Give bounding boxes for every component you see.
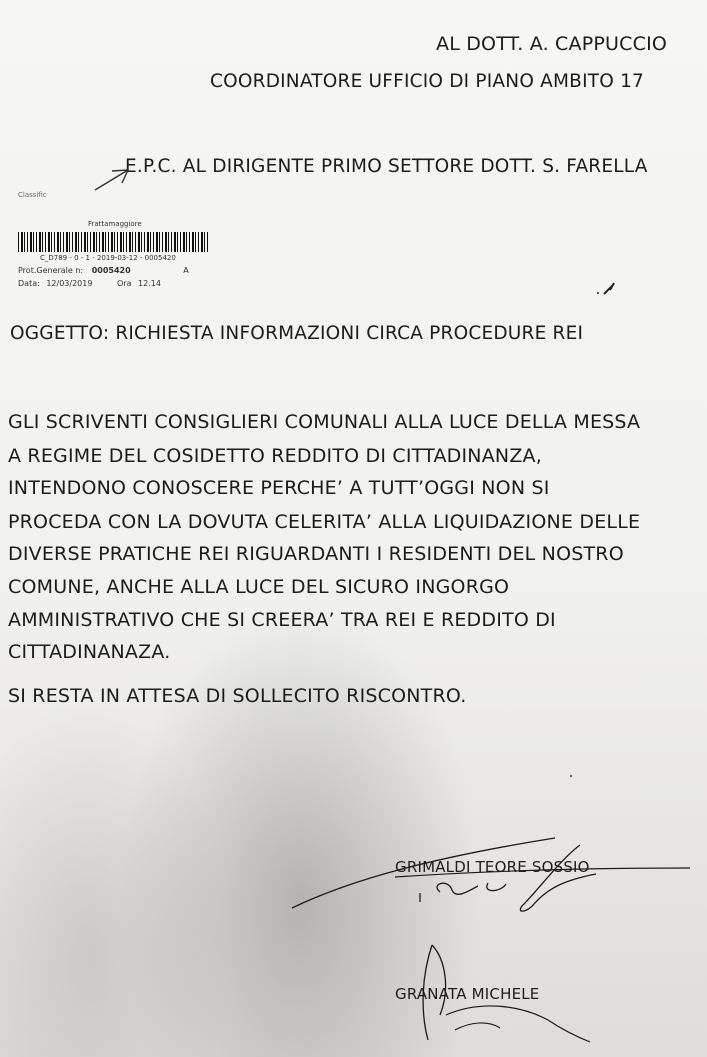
signature-name-grimaldi: GRIMALDI TEORE SOSSIO [395, 858, 590, 876]
stamp-office: Frattamaggiore [88, 220, 142, 228]
body-line: INTENDONO CONOSCERE PERCHE’ A TUTT’OGGI NON SI [8, 477, 550, 499]
body-line: CITTADINANAZA. [8, 641, 171, 663]
body-line: GLI SCRIVENTI CONSIGLIERI COMUNALI ALLA LUCE DELLA MESSA [8, 411, 641, 433]
stamp-code: C_D789 - 0 - 1 - 2019-03-12 - 0005420 [40, 254, 176, 262]
stamp-prot-label: Prot.Generale n: [18, 266, 84, 275]
stamp-prot-number: 0005420 [91, 266, 131, 275]
recipient-line: AL DOTT. A. CAPPUCCIO [436, 33, 668, 55]
body-line: AMMINISTRATIVO CHE SI CREERA’ TRA REI E REDDITO DI [8, 609, 556, 631]
cc-line: E.P.C. AL DIRIGENTE PRIMO SETTORE DOTT. S. FARELLA [125, 156, 648, 177]
stamp-time-label: Ora [117, 279, 132, 288]
stamp-time: 12.14 [138, 279, 161, 288]
stamp-class-label: Classific [18, 191, 47, 199]
body-line: PROCEDA CON LA DOVUTA CELERITA’ ALLA LIQUIDAZIONE DELLE [8, 511, 641, 533]
subject-line: OGGETTO: RICHIESTA INFORMAZIONI CIRCA PROCEDURE REI [10, 323, 584, 344]
signature-name-granata: GRANATA MICHELE [395, 985, 540, 1003]
body-line: A REGIME DEL COSIDETTO REDDITO DI CITTADINANZA, [8, 445, 542, 467]
body-line: COMUNE, ANCHE ALLA LUCE DEL SICURO INGORGO [8, 576, 510, 598]
stamp-date: 12/03/2019 [46, 279, 93, 288]
recipient-role-line: COORDINATORE UFFICIO DI PIANO AMBITO 17 [210, 71, 645, 92]
closing-line: SI RESTA IN ATTESA DI SOLLECITO RISCONTRO. [8, 685, 467, 707]
stamp-prot-type: A [183, 266, 189, 275]
body-line: DIVERSE PRATICHE REI RIGUARDANTI I RESIDENTI DEL NOSTRO [8, 543, 624, 565]
stamp-date-label: Data: [18, 279, 40, 288]
